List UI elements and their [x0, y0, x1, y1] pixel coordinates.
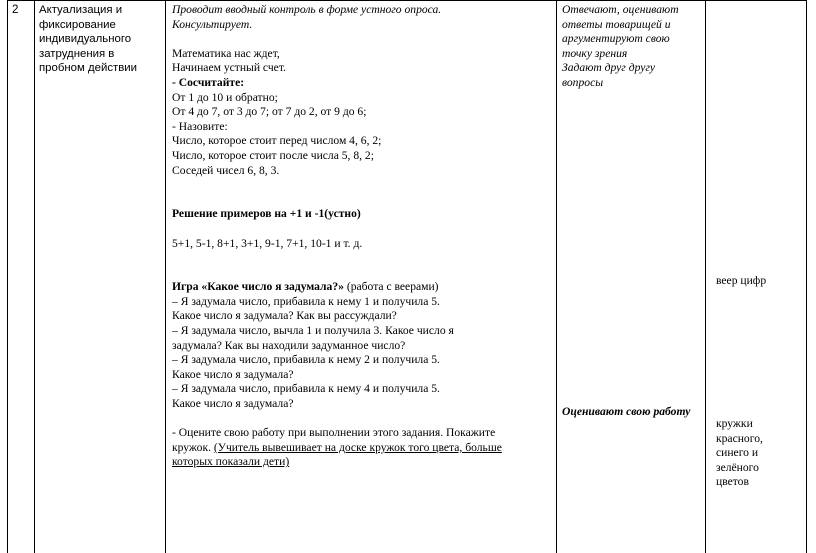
- teacher-intro-line: Проводит вводный контроль в форме устного опроса.: [172, 3, 442, 16]
- table-border-left: [7, 0, 8, 553]
- table-divider-1: [34, 0, 35, 553]
- assess-line: [172, 441, 502, 456]
- teacher-note: которых показали дети): [172, 455, 290, 469]
- game-line: Какое число я задумала?: [172, 367, 294, 381]
- examples-title: Решение примеров на +1 и -1(устно): [172, 207, 361, 221]
- game-line: – Я задумала число, вычла 1 и получила 3. Какое число я: [172, 324, 454, 338]
- game-line: Какое число я задумала? Как вы рассуждали?: [172, 309, 397, 323]
- student-answer-line: точку зрения: [562, 46, 628, 60]
- student-activity-cell: [562, 3, 679, 91]
- stage-line: пробном действии: [39, 62, 138, 75]
- student-assess: Оценивают свою работу: [562, 405, 691, 418]
- spacer: [172, 222, 502, 237]
- name-line: Число, которое стоит после числа 5, 8, 2;: [172, 148, 374, 162]
- stage-line: фиксирование: [39, 18, 116, 31]
- table-border-top: [7, 0, 807, 1]
- examples-line: 5+1, 5-1, 8+1, 3+1, 9-1, 7+1, 10-1 и т. д.: [172, 236, 363, 250]
- game-line: задумала? Как вы находили задуманное число?: [172, 338, 406, 352]
- game-line: – Я задумала число, прибавила к нему 4 и получила 5.: [172, 382, 440, 396]
- material-circles-cell: [716, 417, 763, 490]
- spacer: [172, 412, 502, 427]
- student-answer-line: вопросы: [562, 75, 604, 89]
- game-line: – Я задумала число, прибавила к нему 1 и получила 5.: [172, 294, 440, 308]
- table-divider-3: [556, 0, 557, 553]
- game-heading: [172, 280, 502, 295]
- row-number: 2: [12, 3, 19, 16]
- count-title: - Сосчитайте:: [172, 75, 245, 89]
- teacher-activity-cell: [172, 3, 502, 470]
- material-circles-line: синего и: [716, 446, 759, 460]
- spacer: [172, 251, 502, 266]
- assess-plain: кружок.: [172, 440, 214, 454]
- table-divider-2: [165, 0, 166, 553]
- spacer: [172, 32, 502, 47]
- stage-line: Актуализация и: [39, 4, 123, 16]
- material-circles-line: красного,: [716, 431, 763, 445]
- stage-cell: [39, 3, 137, 76]
- teacher-note: (Учитель вывешивает на доске кружок того цвета, больше: [213, 440, 502, 454]
- stage-line: затруднения в: [39, 47, 115, 60]
- material-circles-line: зелёного: [716, 460, 759, 474]
- name-line: Соседей чисел 6, 8, 3.: [172, 163, 280, 177]
- material-fan: веер цифр: [716, 274, 767, 287]
- greeting-line: Математика нас ждет,: [172, 46, 280, 60]
- count-line: От 1 до 10 и обратно;: [172, 90, 278, 104]
- student-answer-line: аргументируют свою: [562, 32, 670, 46]
- stage-line: индивидуального: [39, 33, 132, 46]
- student-answer-line: Задают друг другу: [562, 61, 656, 75]
- spacer: [172, 178, 502, 193]
- assess-line: - Оцените свою работу при выполнении этого задания. Покажите: [172, 426, 496, 440]
- greeting-line: Начинаем устный счет.: [172, 61, 286, 75]
- game-note: (работа с веерами): [343, 280, 439, 294]
- student-answer-line: Отвечают, оценивают: [562, 3, 679, 16]
- name-line: Число, которое стоит перед числом 4, 6, 2;: [172, 134, 382, 148]
- teacher-intro-line: Консультирует.: [172, 17, 253, 31]
- student-answer-line: ответы товарищей и: [562, 17, 671, 31]
- game-line: – Я задумала число, прибавила к нему 2 и получила 5.: [172, 353, 440, 367]
- material-circles-line: кружки: [716, 417, 753, 430]
- table-divider-4: [705, 0, 706, 553]
- table-border-right: [806, 0, 807, 553]
- material-circles-line: цветов: [716, 475, 749, 489]
- spacer: [172, 193, 502, 208]
- name-title: - Назовите:: [172, 119, 228, 133]
- count-line: От 4 до 7, от 3 до 7; от 7 до 2, от 9 до 6;: [172, 105, 367, 119]
- game-title: Игра «Какое число я задумала?»: [172, 280, 344, 294]
- spacer: [172, 266, 502, 281]
- game-line: Какое число я задумала?: [172, 397, 294, 411]
